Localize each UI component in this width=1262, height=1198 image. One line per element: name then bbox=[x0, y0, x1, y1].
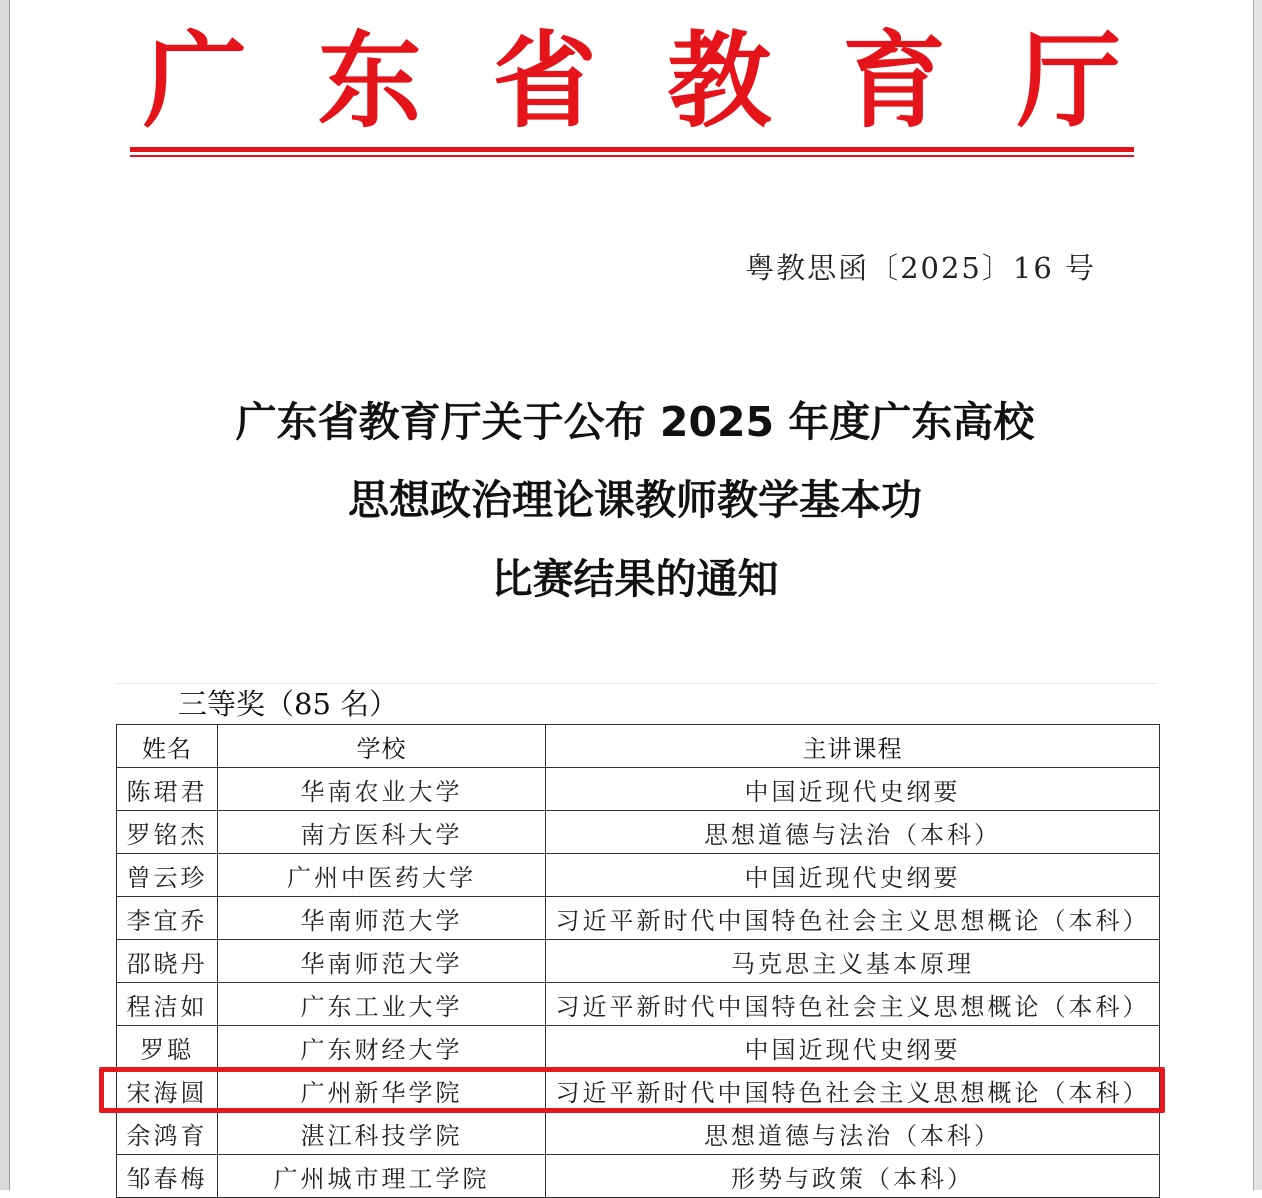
cell-school: 南方医科大学 bbox=[218, 811, 546, 854]
page-edge-left bbox=[0, 0, 9, 1190]
table-row bbox=[117, 983, 1160, 1026]
cell-course: 马克思主义基本原理 bbox=[546, 940, 1160, 983]
masthead-char: 教 bbox=[667, 20, 772, 142]
title-line-3: 比赛结果的通知 bbox=[491, 555, 779, 603]
masthead-rule-thin bbox=[130, 155, 1134, 157]
masthead-char: 东 bbox=[317, 20, 422, 142]
cell-name: 程洁如 bbox=[117, 983, 218, 1026]
cell-school: 广州中医药大学 bbox=[218, 854, 546, 897]
cell-name: 宋海圆 bbox=[117, 1069, 218, 1112]
masthead bbox=[130, 22, 1134, 140]
masthead-char: 省 bbox=[492, 20, 597, 142]
cell-school: 广州新华学院 bbox=[218, 1069, 546, 1112]
cell-school: 广东工业大学 bbox=[218, 983, 546, 1026]
cell-course: 习近平新时代中国特色社会主义思想概论（本科） bbox=[546, 983, 1160, 1026]
page-edge-left-line bbox=[9, 0, 10, 1190]
results-table bbox=[116, 724, 1160, 1198]
table-row bbox=[117, 1026, 1160, 1069]
cell-course: 习近平新时代中国特色社会主义思想概论（本科） bbox=[546, 897, 1160, 940]
cell-name: 李宜乔 bbox=[117, 897, 218, 940]
award-heading: 三等奖（85 名） bbox=[178, 687, 399, 721]
cell-course: 习近平新时代中国特色社会主义思想概论（本科） bbox=[546, 1069, 1160, 1112]
header-name: 姓名 bbox=[117, 725, 218, 768]
cell-course: 思想道德与法治（本科） bbox=[546, 811, 1160, 854]
cell-school: 广州城市理工学院 bbox=[218, 1155, 546, 1198]
table-row bbox=[117, 768, 1160, 811]
table-row bbox=[117, 1112, 1160, 1155]
cell-school: 广东财经大学 bbox=[218, 1026, 546, 1069]
title-line-2: 思想政治理论课教师教学基本功 bbox=[348, 476, 922, 524]
table-row bbox=[117, 811, 1160, 854]
cell-name: 陈珺君 bbox=[117, 768, 218, 811]
cell-name: 余鸿育 bbox=[117, 1112, 218, 1155]
cell-name: 罗聪 bbox=[117, 1026, 218, 1069]
table-row-highlighted bbox=[117, 1069, 1160, 1112]
masthead-char: 厅 bbox=[1016, 20, 1121, 142]
cell-course: 中国近现代史纲要 bbox=[546, 1026, 1160, 1069]
cell-course: 中国近现代史纲要 bbox=[546, 768, 1160, 811]
masthead-char: 育 bbox=[842, 20, 947, 142]
title-line-1: 广东省教育厅关于公布 2025 年度广东高校 bbox=[235, 398, 1035, 446]
masthead-char: 广 bbox=[142, 20, 247, 142]
table-row bbox=[117, 940, 1160, 983]
header-school: 学校 bbox=[218, 725, 546, 768]
cell-name: 罗铭杰 bbox=[117, 811, 218, 854]
header-course: 主讲课程 bbox=[546, 725, 1160, 768]
masthead-rule-thick bbox=[130, 147, 1134, 152]
table-row bbox=[117, 1155, 1160, 1198]
document-number: 粤教思函〔2025〕16 号 bbox=[745, 251, 1096, 285]
cell-course: 形势与政策（本科） bbox=[546, 1155, 1160, 1198]
cell-school: 湛江科技学院 bbox=[218, 1112, 546, 1155]
cell-school: 华南农业大学 bbox=[218, 768, 546, 811]
cell-name: 邵晓丹 bbox=[117, 940, 218, 983]
cell-name: 曾云珍 bbox=[117, 854, 218, 897]
cell-name: 邹春梅 bbox=[117, 1155, 218, 1198]
cell-school: 华南师范大学 bbox=[218, 940, 546, 983]
cell-course: 中国近现代史纲要 bbox=[546, 854, 1160, 897]
table-row bbox=[117, 897, 1160, 940]
page-edge-right bbox=[1254, 0, 1262, 1190]
cell-school: 华南师范大学 bbox=[218, 897, 546, 940]
table-header-row bbox=[117, 725, 1160, 768]
table-row bbox=[117, 854, 1160, 897]
cell-course: 思想道德与法治（本科） bbox=[546, 1112, 1160, 1155]
